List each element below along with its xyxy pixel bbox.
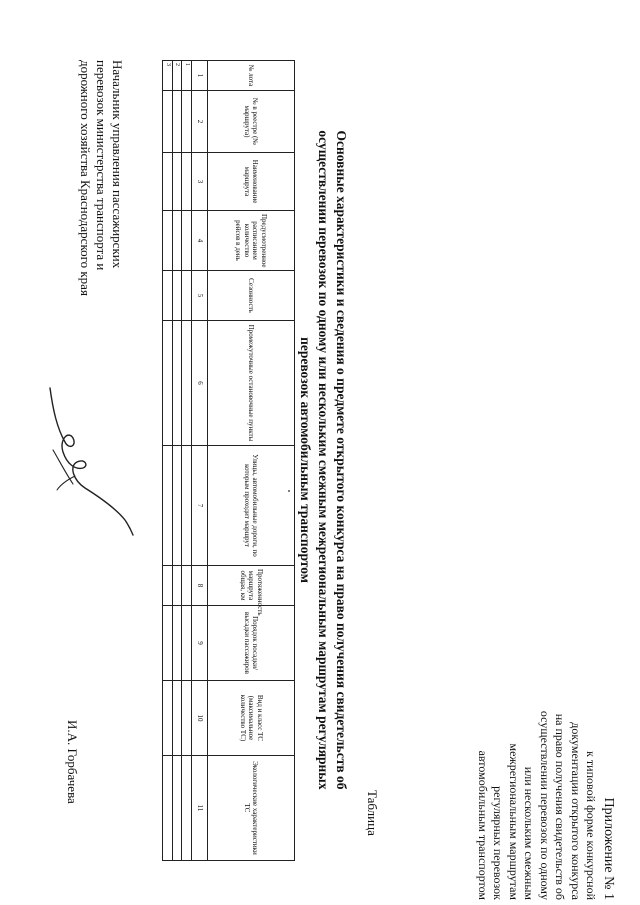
table-cell <box>163 681 173 756</box>
header-eco: Экологические характеристики ТС <box>208 756 295 861</box>
header-vehicle-class: Вид и класс ТС (максимальное количество ТС) <box>208 681 295 756</box>
header-boarding: Порядок посадки/ высадки пассажиров <box>208 606 295 681</box>
table-cell <box>173 681 183 756</box>
table-cell <box>163 91 173 153</box>
main-title-line: осуществлении перевозок по одному или нескольким смежным межрегиональным маршрутам регулярных <box>316 130 331 790</box>
header-length: Протяженность маршрута общая, км <box>208 566 295 606</box>
appendix-line: или нескольким смежным <box>522 766 537 900</box>
appendix-line: регулярных перевозок <box>491 786 506 900</box>
table-cell <box>182 566 192 606</box>
table-cell: 3 <box>163 61 173 91</box>
header-streets: Улицы, автомобильные дороги, по которым проходит маршрут <box>208 446 295 566</box>
column-number: 9 <box>192 606 208 681</box>
table-cell <box>163 606 173 681</box>
table-cell <box>173 321 183 446</box>
column-number: 3 <box>192 153 208 211</box>
table-cell <box>173 606 183 681</box>
table-header-row <box>208 61 295 861</box>
appendix-line: на право получения свидетельств об <box>553 713 568 900</box>
appendix-title: Приложение № 1 <box>601 797 616 900</box>
column-number: 6 <box>192 321 208 446</box>
appendix-line: к типовой форме конкурсной <box>584 751 599 900</box>
column-number: 10 <box>192 681 208 756</box>
table-cell <box>182 756 192 861</box>
header-stops: Промежуточные остановочные пункты <box>208 321 295 446</box>
column-number: 1 <box>192 61 208 91</box>
appendix-line: осуществлении перевозок по одному <box>538 710 552 900</box>
column-number: 5 <box>192 271 208 321</box>
appendix-line: межрегиональным маршрутам <box>507 743 521 900</box>
appendix-block <box>475 700 617 900</box>
table-cell <box>163 211 173 271</box>
table-cell <box>173 271 183 321</box>
table-cell <box>182 446 192 566</box>
table-cell <box>182 321 192 446</box>
signatory-position-line: перевозок министерства транспорта и <box>94 60 109 271</box>
table-cell <box>173 211 183 271</box>
signatory-name: И.А. Горбачева <box>65 720 80 804</box>
table-cell <box>173 566 183 606</box>
table-row <box>182 61 192 861</box>
header-registry: № в реестре (№ маршрута) <box>208 91 295 153</box>
column-number: 8 <box>192 566 208 606</box>
table-cell <box>163 756 173 861</box>
table-cell <box>173 756 183 861</box>
header-lot: № лота <box>208 61 295 91</box>
header-season: Сезонность <box>208 271 295 321</box>
header-route-name: Наименование маршрута <box>208 153 295 211</box>
table-cell <box>163 566 173 606</box>
main-title <box>296 60 350 860</box>
characteristics-table <box>163 60 296 861</box>
table-cell <box>182 211 192 271</box>
column-number-row <box>192 61 208 861</box>
table-cell <box>182 153 192 211</box>
table-row <box>163 61 173 861</box>
table-cell <box>163 153 173 211</box>
table-cell <box>163 446 173 566</box>
table-cell <box>182 681 192 756</box>
signatory-position-line: Начальник управления пассажирских <box>110 60 125 269</box>
table-label: Таблица <box>365 790 380 836</box>
table-cell <box>182 91 192 153</box>
column-number: 11 <box>192 756 208 861</box>
table-row <box>173 61 183 861</box>
appendix-line: документации открытого конкурса <box>569 722 583 900</box>
column-number: 4 <box>192 211 208 271</box>
column-number: 2 <box>192 91 208 153</box>
table-cell <box>173 153 183 211</box>
table-cell: 1 <box>182 61 192 91</box>
table-cell <box>182 271 192 321</box>
signatory-position-line: дорожного хозяйства Краснодарского края <box>78 60 93 296</box>
main-title-line: Основные характеристики и сведения о предмете открытого конкурса на право получения свидетельств об <box>334 130 349 790</box>
main-title-line: перевозок автомобильным транспортом <box>298 337 313 583</box>
table-cell <box>163 321 173 446</box>
table-cell: 2 <box>173 61 183 91</box>
table-cell <box>163 271 173 321</box>
header-trips: Предусмотренное расписанием количество рейсов в день <box>208 211 295 271</box>
table-cell <box>173 91 183 153</box>
handwritten-signature <box>25 380 145 540</box>
column-number: 7 <box>192 446 208 566</box>
table-cell <box>182 606 192 681</box>
table-cell <box>173 446 183 566</box>
appendix-line: автомобильным транспортом <box>476 750 490 900</box>
